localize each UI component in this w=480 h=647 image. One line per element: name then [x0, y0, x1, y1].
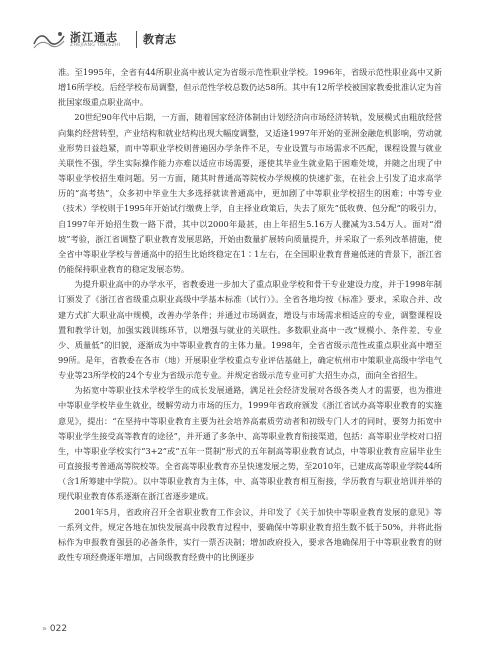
page-header — [0, 0, 480, 60]
paragraph: 为拓宽中等职业技术学校学生的成长发展通路，满足社会经济发展对各级各类人才的需要，也为推进中等职业学校毕业生就业，缓解劳动力市场的压力，1999年省政府颁发《浙江省试办高等职业教育的实施意见》，提出：“在坚持中等职业教育主要为社会培养高素质劳动者和初级专门人才的同时，要努力拓宽中等职业学生接受高等教育的途径”，并开通了多条中、高等职业教育衔接渠道，包括：高等职业学校对口招生，中等职业学校实行“3+2”或“五年一贯制”形式的五年制高等职业教育试点，中等职业教育应届毕业生可直接报考普通高等院校等。全省高等职业教育亦呈快速发展之势，至2010年，已建成高等职业学院44所（含1所筹建中学院）。以中等职业教育为主体，中、高等职业教育相互衔接，学历教育与职业培训并举的现代职业教育体系逐渐在浙江省逐步建成。 — [58, 385, 442, 502]
page-number: 022 — [49, 624, 68, 634]
logo-subtitle: ZHEJIANG TONGZHI — [70, 43, 121, 48]
section-title: 教育志 — [143, 33, 176, 46]
header-divider — [136, 31, 137, 48]
paragraph: 2001年5月，省政府召开全省职业教育工作会议，并印发了《关于加快中等职业教育发展的意见》等一系列文件，规定各地在加快发展高中段教育过程中，要确保中等职业教育招生数不低于50%，并将此指标作为申报教育强县的必备条件，实行一票否决制；增加政府投入，要求各地确保用于中等职业教育的财政性专项经费逐年增加，占同级教育经费中的比例逐步 — [58, 506, 442, 562]
paragraph: 20世纪90年代中后期，一方面，随着国家经济体制由计划经济向市场经济转轨，发展模式由粗放经营向集约经营转型，产业结构和就业结构出现大幅度调整，又适逢1997年开始的亚洲金融危机影响，劳动就业形势日益趋紧，而中等职业学校则普遍因办学条件不足，专业设置与市场需求不匹配，课程设置与就业关联性不强，学生实际操作能力亦难以适应市场需要，逐使其毕业生就业陷于困难处境，并随之出现了中等职业学校招生难问题。另一方面，随其时普通高等院校办学规模的快速扩张，在社会上引发了追求高学历的“高考热”，众多初中毕业生大多选择就读普通高中，更加剧了中等职业学校招生的困难；中等专业（技术）学校则于1995年开始试行缴费上学，自主择业政策后，失去了原先“低收费、包分配”的吸引力，自1997年开始招生数一路下滑，其中以2000年最甚，由上年招生5.16万人骤减为3.54万人。面对“滑坡”考验，浙江省调整了职业教育发展思路，开始由数量扩展转向质量提升，并采取了一系列改革措施，使全省中等职业学校与普通高中的招生比始终稳定在1∶1左右，在全国职业教育普遍低迷的背景下，浙江省仍能保持职业教育的稳定发展态势。 — [58, 112, 442, 275]
logo-wave-icon — [32, 30, 66, 50]
paragraph: 为提升职业高中的办学水平，省教委进一步加大了重点职业学校和骨干专业建设力度，并于1998年制订颁发了《浙江省省级重点职业高级中学基本标准（试行）》。全省各地均按《标准》要求，采取合并、改建方式扩大职业高中规模，改善办学条件；并通过市场调查，增设与市场需求相适应的专业，调整课程设置和教学计划，加强实践训练环节，以增强与就业的关联性。多数职业高中一改“规模小、条件差、专业少、质量低”的旧貌，逐渐成为中等职业教育的主体力量。1998年，全省省级示范性或重点职业高中增至99所。是年，省教委在各市（地）开展职业学校重点专业评估基础上，确定杭州市中策职业高级中学电气专业等23所学校的24个专业为省级示范专业。并规定省级示范专业可扩大招生办点，面向全省招生。 — [58, 279, 442, 381]
logo-title: 浙江通志 — [70, 31, 118, 44]
double-arrow-icon: » — [42, 624, 47, 633]
paragraph: 准。至1995年，全省有44所职业高中被认定为省级示范性职业学校。1996年，省级示范性职业高中又新增16所学校。后经学校布局调整，但示范性学校总数仍达58所。其中有12所学校被国家教委批准认定为首批国家级重点职业高中。 — [58, 67, 442, 108]
body-text — [58, 65, 442, 565]
page-footer — [42, 624, 67, 634]
